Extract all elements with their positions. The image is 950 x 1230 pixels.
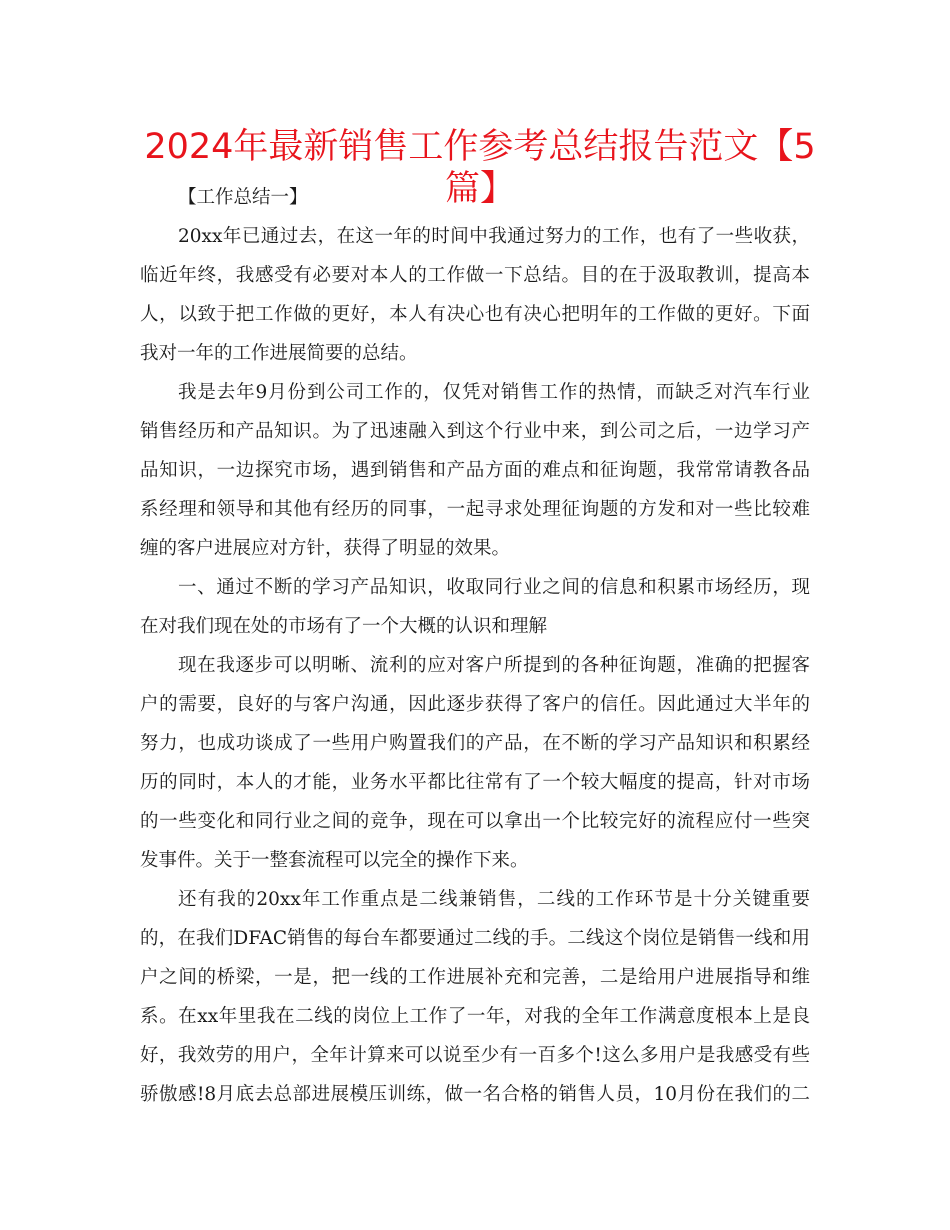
paragraph-line: 努力，也成功谈成了一些用户购置我们的产品，在不断的学习产品知识和积累经 xyxy=(140,733,810,754)
paragraph-line: 我对一年的工作进展简要的总结。 xyxy=(140,343,418,364)
paragraph-line: 系。在xx年里我在二线的岗位上工作了一年，对我的全年工作满意度根本上是良 xyxy=(140,1006,810,1027)
paragraph-line: 人，以致于把工作做的更好，本人有决心也有决心把明年的工作做的更好。下面 xyxy=(140,304,810,325)
paragraph-line: 临近年终，我感受有必要对本人的工作做一下总结。目的在于汲取教训，提高本 xyxy=(140,265,810,286)
paragraph-line: 骄傲感!8月底去总部进展模压训练，做一名合格的销售人员，10月份在我们的二 xyxy=(140,1084,810,1105)
paragraph-line: 系经理和领导和其他有经历的同事，一起寻求处理征询题的方发和对一些比较难 xyxy=(140,499,810,520)
paragraph-line: 的一些变化和同行业之间的竞争，现在可以拿出一个比较完好的流程应付一些突 xyxy=(140,811,810,832)
paragraph-line: 品知识，一边探究市场，遇到销售和产品方面的难点和征询题，我常常请教各品 xyxy=(140,460,810,481)
paragraph-line: 历的同时，本人的才能，业务水平都比往常有了一个较大幅度的提高，针对市场 xyxy=(140,772,810,793)
paragraph-line: 发事件。关于一整套流程可以完全的操作下来。 xyxy=(140,850,529,871)
paragraph-line: 销售经历和产品知识。为了迅速融入到这个行业中来，到公司之后，一边学习产 xyxy=(140,421,810,442)
paragraph-line: 我是去年9月份到公司工作的，仅凭对销售工作的热情，而缺乏对汽车行业 xyxy=(178,382,810,403)
paragraph-line: 还有我的20xx年工作重点是二线兼销售，二线的工作环节是十分关键重要 xyxy=(178,889,810,910)
paragraph-line: 在对我们现在处的市场有了一个大概的认识和理解 xyxy=(140,616,548,637)
document-title-line-2: 篇】 xyxy=(444,169,515,209)
document-title-line-1: 2024年最新销售工作参考总结报告范文【5 xyxy=(144,127,816,167)
paragraph-line: 户之间的桥梁，一是，把一线的工作进展补充和完善，二是给用户进展指导和维 xyxy=(140,967,810,988)
paragraph-line: 20xx年已通过去，在这一年的时间中我通过努力的工作，也有了一些收获， xyxy=(178,226,810,247)
paragraph-line: 现在我逐步可以明晰、流利的应对客户所提到的各种征询题，准确的把握客 xyxy=(178,655,810,676)
paragraph-line: 好，我效劳的用户，全年计算来可以说至少有一百多个!这么多用户是我感受有些 xyxy=(140,1045,810,1066)
paragraph-line: 的，在我们DFAC销售的每台车都要通过二线的手。二线这个岗位是销售一线和用 xyxy=(140,928,810,949)
section-heading: 【工作总结一】 xyxy=(178,187,308,208)
paragraph-line: 缠的客户进展应对方针，获得了明显的效果。 xyxy=(140,538,511,559)
paragraph-line: 一、通过不断的学习产品知识，收取同行业之间的信息和积累市场经历，现 xyxy=(178,577,810,598)
paragraph-line: 户的需要，良好的与客户沟通，因此逐步获得了客户的信任。因此通过大半年的 xyxy=(140,694,810,715)
